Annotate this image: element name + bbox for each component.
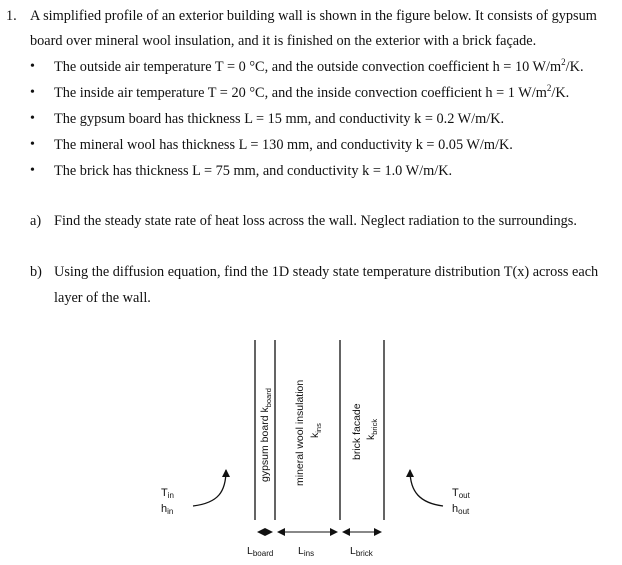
mineral-wool-label: mineral wool insulation xyxy=(294,379,306,486)
bullet-text: The mineral wool has thickness L = 130 mm, and conductivity k = 0.05 W/m/K. xyxy=(54,137,513,153)
h-in-label: hin xyxy=(161,503,174,516)
bullet-dot: • xyxy=(30,111,35,126)
intro-line-2: board over mineral wool insulation, and it is finished on the exterior with a brick façade. xyxy=(30,33,537,49)
outside-convection-arrow xyxy=(410,470,443,506)
bullet-dot: • xyxy=(30,85,35,100)
bullet-text: The inside air temperature T = 20 °C, and the inside convection coefficient h = 1 $W/m^2/K$. xyxy=(54,83,570,101)
part-a-text: Find the steady state rate of heat loss across the wall. Neglect radiation to the surroundings. xyxy=(54,213,577,229)
bullet-text: The outside air temperature T = 0 °C, and the outside convection coefficient h = 10 $W/m^2/K$. xyxy=(54,57,584,75)
l-ins-label: Lins xyxy=(298,545,315,558)
l-brick-label: Lbrick xyxy=(350,545,373,558)
t-in-label: Tin xyxy=(161,487,174,500)
part-a-label: a) xyxy=(30,213,42,229)
problem-number: 1. xyxy=(6,8,17,24)
intro-line-1: A simplified profile of an exterior building wall is shown in the figure below. It consists of gypsum xyxy=(30,8,597,24)
bullet-dot: • xyxy=(30,163,35,178)
brick-facade-label: brick facade xyxy=(351,403,363,460)
bullet-text: The gypsum board has thickness L = 15 mm, and conductivity k = 0.2 W/m/K. xyxy=(54,111,505,127)
bullet-dot: • xyxy=(30,137,35,152)
part-b-line-2: layer of the wall. xyxy=(54,290,151,306)
bullet-dot: • xyxy=(30,59,35,74)
k-brick-label: $k_{brick}$ xyxy=(365,418,379,440)
h-out-label: hout xyxy=(452,503,470,516)
part-b-line-1: Using the diffusion equation, find the 1D steady state temperature distribution T(x) across each xyxy=(54,264,599,280)
gypsum-board-label: gypsum board $k_{board}$ xyxy=(259,388,273,482)
bullet-text: The brick has thickness L = 75 mm, and conductivity k = 1.0 W/m/K. xyxy=(54,163,453,179)
k-ins-label: $k_{ins}$ xyxy=(309,423,323,438)
part-b-label: b) xyxy=(30,264,42,280)
t-out-label: Tout xyxy=(452,487,470,500)
l-board-label: Lboard xyxy=(247,545,274,558)
inside-convection-arrow xyxy=(193,470,226,506)
